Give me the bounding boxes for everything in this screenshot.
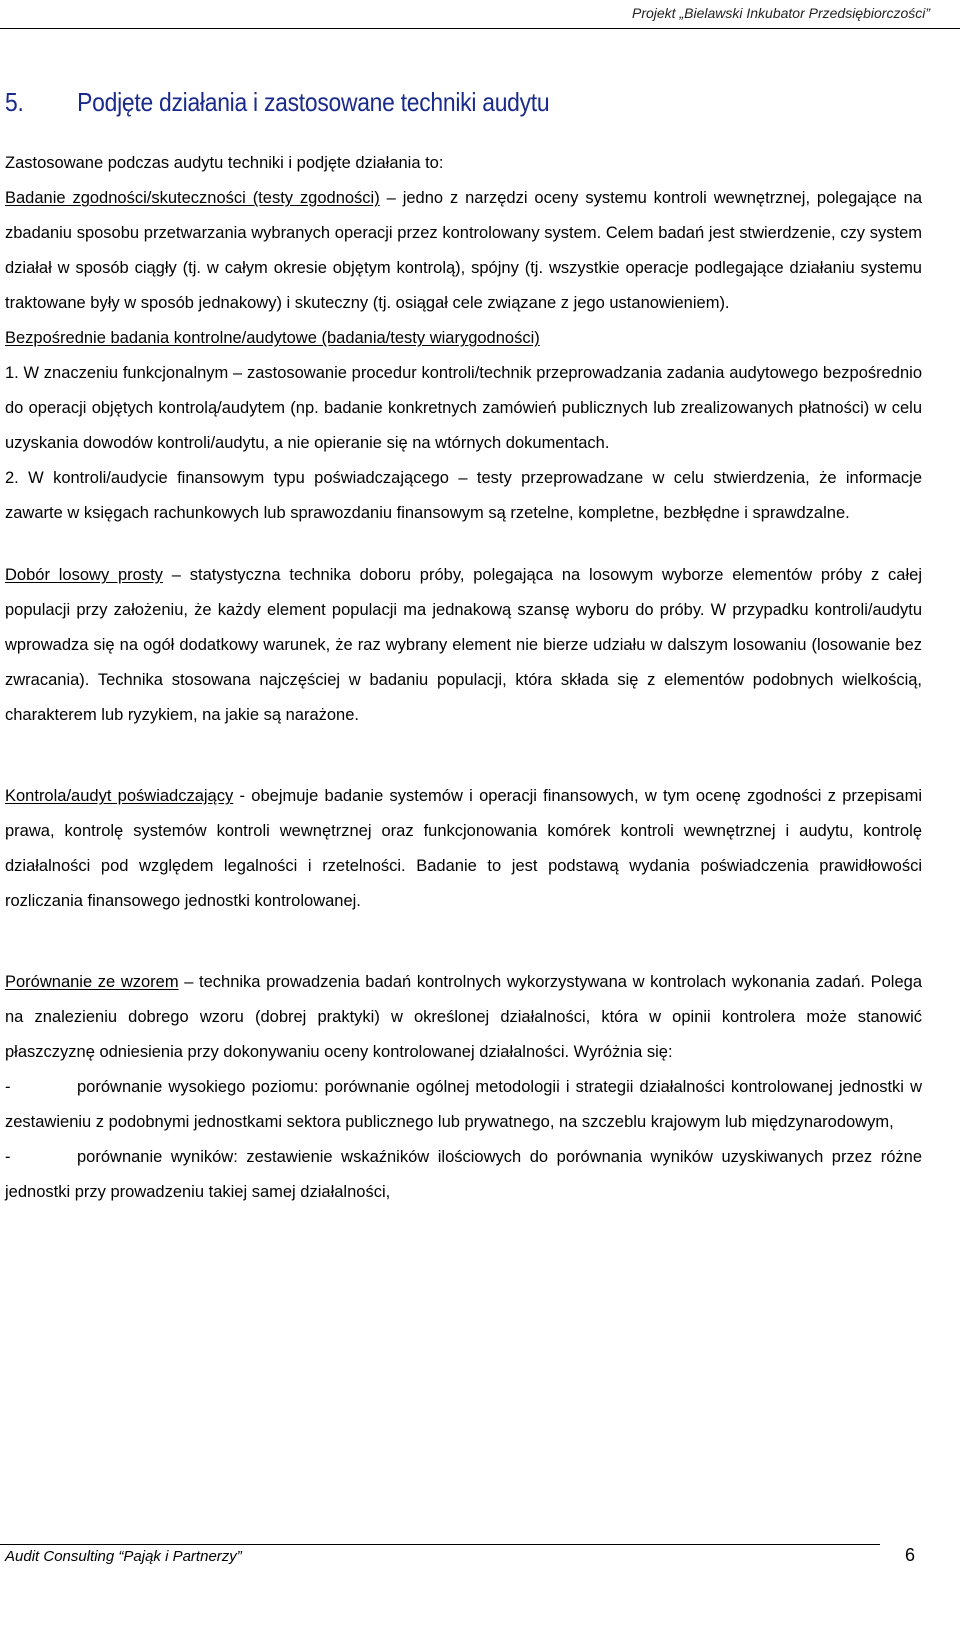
- section-title: Podjęte działania i zastosowane techniki audytu: [77, 87, 550, 117]
- random-sampling-text: – statystyczna technika doboru próby, polegająca na losowym wyborze elementów próby z całej populacji przy założeniu, że każdy element populacji ma jednakową szansę wyboru do próby. W przypadku kontroli/audytu wprowadza się na ogół dodatkowy warunek, że raz wybrany element nie bierze udziału w dalszym losowaniu (losowanie bez zwracania). Technika stosowana najczęściej w badaniu populacji, która składa się z elementów podobnych wielkością, charakterem lub ryzykiem, na jakie są narażone.: [5, 566, 922, 724]
- random-sampling-paragraph: [5, 558, 922, 733]
- benchmark-bullet-2: - porównanie wyników: zestawienie wskaźników ilościowych do porównania wyników uzyskiwanych przez różne jednostki przy prowadzeniu takiej samej działalności,: [5, 1140, 922, 1210]
- bullet-dash: -: [5, 1148, 11, 1166]
- project-name: Projekt „Bielawski Inkubator Przedsiębiorczości”: [632, 5, 930, 21]
- compliance-term: Badanie zgodności/skuteczności (testy zgodności): [5, 189, 380, 207]
- benchmark-text: – technika prowadzenia badań kontrolnych wykorzystywana w kontrolach wykonania zadań. Polega na znalezieniu dobrego wzoru (dobrej praktyki) w określonej działalności, która w opinii kontrolera może stanowić płaszczyznę odniesienia przy dokonywaniu oceny kontrolowanej działalności. Wyróżnia się:: [5, 973, 923, 1061]
- page-header: [0, 0, 960, 29]
- compliance-text: – jedno z narzędzi oceny systemu kontroli wewnętrznej, polegające na zbadaniu sposobu przetwarzania wybranych operacji przez kontrolowany system. Celem badań jest stwierdzenie, czy system działał w sposób ciągły (tj. w całym okresie objętym kontrolą), spójny (tj. wszystkie operacje podlegające działaniu systemu traktowane były w sposób jednakowy) i skuteczny (tj. osiągał cele związane z jego ustanowieniem).: [5, 189, 923, 312]
- direct-testing-term: Bezpośrednie badania kontrolne/audytowe (badania/testy wiarygodności): [5, 329, 540, 347]
- footer-company: Audit Consulting “Pająk i Partnerzy”: [5, 1548, 242, 1565]
- direct-item-1: 1. W znaczeniu funkcjonalnym – zastosowanie procedur kontroli/technik przeprowadzania zadania audytowego bezpośrednio do operacji objętych kontrolą/audytem (np. badanie konkretnych zamówień publicznych lub zrealizowanych płatności) w celu uzyskania dowodów kontroli/audytu, a nie opieranie się na wtórnych dokumentach.: [5, 364, 922, 452]
- benchmark-bullet-1: - porównanie wysokiego poziomu: porównanie ogólnej metodologii i strategii działalności kontrolowanej jednostki w zestawieniu z podobnymi jednostkami sektora publicznego lub prywatnego, na szczeblu krajowym lub międzynarodowym,: [5, 1070, 922, 1140]
- intro-paragraph: Zastosowane podczas audytu techniki i podjęte działania to:: [5, 154, 444, 172]
- attest-audit-paragraph: [5, 779, 922, 919]
- compliance-paragraph: [5, 181, 922, 321]
- section-heading: [5, 80, 812, 124]
- page-number: 6: [904, 1545, 915, 1565]
- document-body: [5, 80, 922, 1210]
- benchmark-paragraph: [5, 965, 922, 1070]
- attest-audit-term: Kontrola/audyt poświadczający: [5, 787, 234, 805]
- section-number: 5.: [5, 87, 24, 117]
- random-sampling-term: Dobór losowy prosty: [5, 566, 163, 584]
- direct-item-2: 2. W kontroli/audycie finansowym typu poświadczającego – testy przeprowadzane w celu stwierdzenia, że informacje zawarte w księgach rachunkowych lub sprawozdaniu finansowym są rzetelne, kompletne, bezbłędne i sprawdzalne.: [5, 469, 922, 522]
- footer-rule: [0, 1544, 880, 1545]
- attest-audit-text: - obejmuje badanie systemów i operacji finansowych, w tym ocenę zgodności z przepisami prawa, kontrolę systemów kontroli wewnętrznej oraz funkcjonowania komórek kontroli wewnętrznej i audytu, kontrolę działalności pod względem legalności i rzetelności. Badanie to jest podstawą wydania poświadczenia prawidłowości rozliczania finansowego jednostki kontrolowanej.: [5, 787, 923, 910]
- bullet-dash: -: [5, 1078, 11, 1096]
- benchmark-term: Porównanie ze wzorem: [5, 973, 179, 991]
